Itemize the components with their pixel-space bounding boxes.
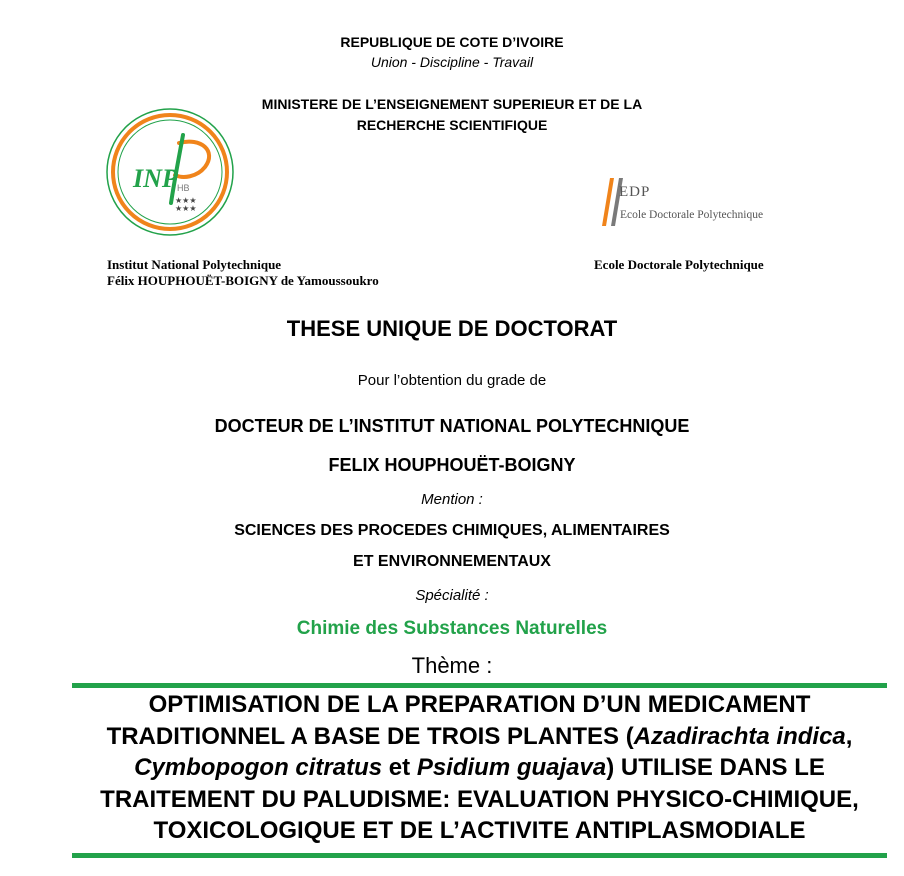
theme-part-1: OPTIMISATION DE LA PREPARATION D’UN MEDICAMENT TRADITIONNEL A BASE DE TROIS PLANTES (	[106, 691, 811, 750]
theme-sep-1: ,	[845, 722, 853, 750]
mention-line-1: SCIENCES DES PROCEDES CHIMIQUES, ALIMENTAIRES	[234, 522, 670, 539]
edp-logo-text: Ecole Doctorale Polytechnique	[620, 209, 764, 221]
grade-line-1: DOCTEUR DE L’INSTITUT NATIONAL POLYTECHNIQUE	[214, 416, 690, 436]
plant-name-2: Cymbopogon citratus	[134, 754, 383, 781]
speciality-label: Spécialité :	[415, 587, 489, 604]
theme-bottom-rule	[72, 853, 887, 858]
theme-label: Thème :	[411, 653, 493, 678]
speciality-value: Chimie des Substances Naturelles	[296, 618, 608, 639]
edp-mark: EDP	[619, 184, 651, 200]
republic-title: REPUBLIQUE DE COTE D’IVOIRE	[340, 34, 564, 50]
national-motto: Union - Discipline - Travail	[370, 54, 534, 70]
theme-part-2: ) UTILISE DANS LE TRAITEMENT DU PALUDISME: EVALUATION PHYSICO-CHIMIQUE, TOXICOLOGIQUE ET DE L’ACTIVITE ANTIPLASMODIALE	[100, 754, 859, 844]
inp-letters: INP	[133, 164, 178, 193]
mention-label: Mention :	[421, 491, 483, 508]
inp-sub: HB	[177, 183, 190, 193]
ministry-line-2: RECHERCHE SCIENTIFIQUE	[356, 117, 548, 133]
theme-sep-2: et	[382, 754, 417, 781]
inp-stars: ★★★	[175, 196, 197, 205]
thesis-title: THESE UNIQUE DE DOCTORAT	[286, 316, 618, 341]
inp-name-line-1: Institut National Polytechnique	[107, 257, 282, 272]
inp-name-line-2: Félix HOUPHOUËT-BOIGNY de Yamoussoukro	[107, 273, 379, 288]
edp-institution-name: Ecole Doctorale Polytechnique	[594, 257, 764, 272]
inp-logo	[105, 107, 235, 237]
mention-line-2: ET ENVIRONNEMENTAUX	[353, 553, 551, 570]
theme-top-rule	[72, 683, 887, 688]
plant-name-3: Psidium guajava	[416, 754, 607, 781]
plant-name-1: Azadirachta indica	[633, 722, 846, 750]
ministry-line-1: MINISTERE DE L’ENSEIGNEMENT SUPERIEUR ET DE LA	[261, 96, 643, 112]
grade-line-2: FELIX HOUPHOUËT-BOIGNY	[328, 455, 576, 475]
inp-institution-name	[107, 257, 379, 289]
inp-stars-2: ★★★	[175, 204, 197, 213]
obtention-text: Pour l’obtention du grade de	[357, 372, 547, 389]
edp-logo	[592, 174, 772, 230]
theme-title	[72, 689, 887, 847]
